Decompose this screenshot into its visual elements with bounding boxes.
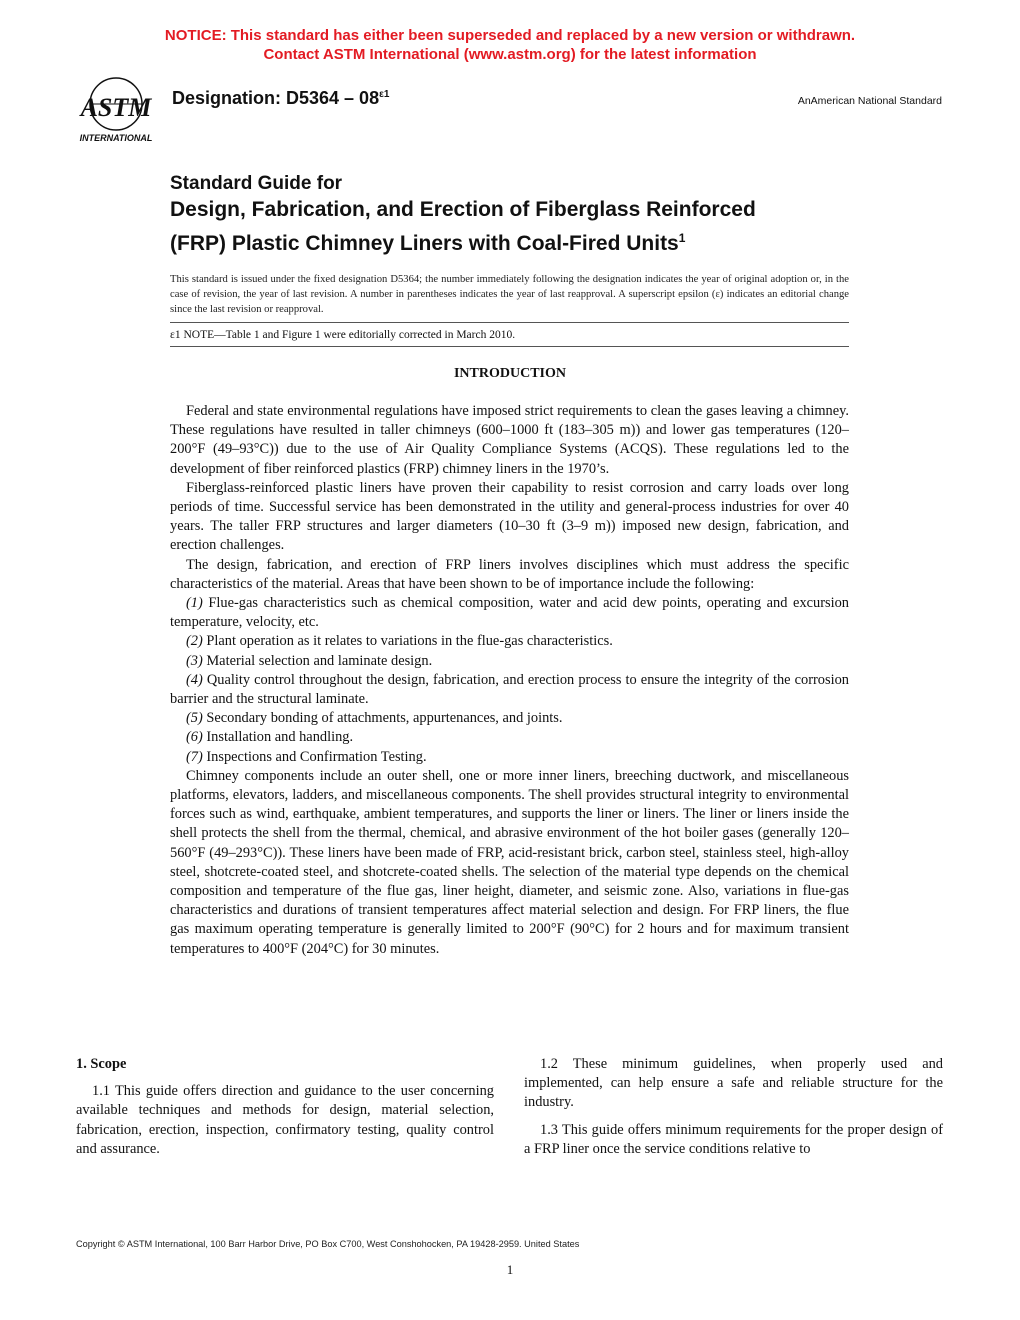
right-column xyxy=(524,1055,943,1167)
list-item-number: (2) xyxy=(186,633,203,650)
title-line-1: Standard Guide for xyxy=(170,173,343,194)
divider xyxy=(170,346,849,347)
intro-paragraph: Federal and state environmental regulations have imposed strict requirements to clean the gases leaving a chimney. These regulations have resulted in taller chimneys (600–1000 ft (183–305 m)) and lower gas temperatures (120–200°F (49–93°C)) due to the use of Air Quality Compliance Systems (ACQS). These regulations led to the development of fiber reinforced plastics (FRP) chimney liners in the 1970’s. xyxy=(170,403,849,477)
list-item-text: Secondary bonding of attachments, appurtenances, and joints. xyxy=(206,710,563,727)
intro-paragraph: The design, fabrication, and erection of FRP liners involves disciplines which must address the specific characteristics of the material. Areas that have been shown to be of importance include the following: xyxy=(170,556,849,592)
title-line-2: Design, Fabrication, and Erection of Fiberglass Reinforced xyxy=(170,198,756,221)
list-item-text: Inspections and Confirmation Testing. xyxy=(206,748,427,765)
list-item xyxy=(170,709,849,728)
list-item-text: Installation and handling. xyxy=(206,729,354,746)
list-item xyxy=(170,728,849,747)
american-national-standard-label: AnAmerican National Standard xyxy=(797,95,942,107)
page-number: 1 xyxy=(506,1262,514,1277)
notice-line-2: Contact ASTM International (www.astm.org) for the latest information xyxy=(263,46,757,63)
notice-line-1: NOTICE: This standard has either been superseded and replaced by a new version or withdrawn. xyxy=(164,27,856,44)
list-item xyxy=(170,632,849,651)
list-item-number: (7) xyxy=(186,748,203,765)
copyright-footer: Copyright © ASTM International, 100 Barr Harbor Drive, PO Box C700, West Conshohocken, PA 19428-2959. United States xyxy=(76,1239,580,1249)
designation-label: Designation: D5364 – 08 xyxy=(172,88,380,108)
list-item xyxy=(170,594,849,632)
svg-text:INTERNATIONAL: INTERNATIONAL xyxy=(79,133,153,143)
epsilon-note: ε1 NOTE—Table 1 and Figure 1 were editorially corrected in March 2010. xyxy=(170,329,516,341)
section-1-2: 1.2 These minimum guidelines, when properly used and implemented, can help ensure a safe and reliable structure for the industry. xyxy=(524,1056,943,1111)
list-item-number: (5) xyxy=(186,710,203,727)
designation xyxy=(172,88,389,109)
title-footnote-mark: 1 xyxy=(678,231,686,245)
title-line-3-text: (FRP) Plastic Chimney Liners with Coal-Fired Units xyxy=(170,232,679,255)
section-1-3: 1.3 This guide offers minimum requirements for the proper design of a FRP liner once the service conditions relative to xyxy=(524,1121,943,1157)
scope-heading: 1. Scope xyxy=(76,1056,127,1072)
svg-text:ASTM: ASTM xyxy=(80,93,152,122)
section-1-1: 1.1 This guide offers direction and guidance to the user concerning available techniques and methods for design, material selection, fabrication, erection, inspection, confirmatory testing, quality control and assurance. xyxy=(76,1083,494,1157)
withdrawal-notice xyxy=(0,26,1020,64)
list-item-text: Quality control throughout the design, fabrication, and erection process to ensure the integrity of the corrosion barrier and the structural laminate. xyxy=(170,671,849,708)
list-item-number: (4) xyxy=(186,671,203,688)
list-item xyxy=(170,652,849,671)
list-item xyxy=(170,748,849,767)
designation-superscript: ε1 xyxy=(379,89,390,100)
list-item-text: Material selection and laminate design. xyxy=(206,652,433,669)
list-item-text: Flue-gas characteristics such as chemical composition, water and acid dew points, operating and excursion temperature, velocity, etc. xyxy=(170,595,850,631)
issuance-note: This standard is issued under the fixed designation D5364; the number immediately following the designation indicates the year of original adoption or, in the case of revision, the year of last revision. A number in parentheses indicates the year of last reapproval. A superscript epsilon (ε) indicates an editorial change since the last revision or reapproval. xyxy=(170,274,849,315)
document-title xyxy=(170,172,870,258)
title-line-3 xyxy=(170,224,870,258)
intro-paragraph: Fiberglass-reinforced plastic liners have proven their capability to resist corrosion and carry loads over long periods of time. Successful service has been demonstrated in the utility and general-process industries for over 40 years. The taller FRP structures and larger diameters (10–30 ft (3–9 m)) imposed new design, fabrication, and erection challenges. xyxy=(170,479,849,554)
divider xyxy=(170,322,849,323)
list-item-number: (3) xyxy=(186,652,203,669)
introduction-body xyxy=(170,402,849,959)
list-item xyxy=(170,671,849,709)
list-item-text: Plant operation as it relates to variations in the flue-gas characteristics. xyxy=(206,633,613,650)
astm-logo xyxy=(70,74,162,144)
introduction-heading: INTRODUCTION xyxy=(453,366,566,381)
list-item-number: (1) xyxy=(186,595,203,612)
list-item-number: (6) xyxy=(186,729,203,746)
intro-paragraph: Chimney components include an outer shell, one or more inner liners, breeching ductwork, and miscellaneous platforms, elevators, ladders, and miscellaneous components. The shell provides structural integrity to environmental forces such as wind, earthquake, ambient temperatures, and supports the liner or liners. The liner or liners inside the shell protects the shell from the thermal, chemical, and abrasive environment of the hot boiler gases (generally 120–560°F (49–293°C)). These liners have been made of FRP, acid-resistant brick, carbon steel, stainless steel, high-alloy steel, shotcrete-coated steel, and shotcrete-coated shells. The selection of the material type depends on the chemical composition and temperature of the flue gas, liner height, diameter, and seismic zone. Also, variations in flue-gas characteristics and durations of transient temperatures affect material selection and design. For FRP liners, the flue gas maximum operating temperature is generally limited to 200°F (90°C) for 2 hours and for maximum transient temperatures to 400°F (204°C) for 30 minutes. xyxy=(170,767,849,957)
left-column xyxy=(76,1055,494,1167)
